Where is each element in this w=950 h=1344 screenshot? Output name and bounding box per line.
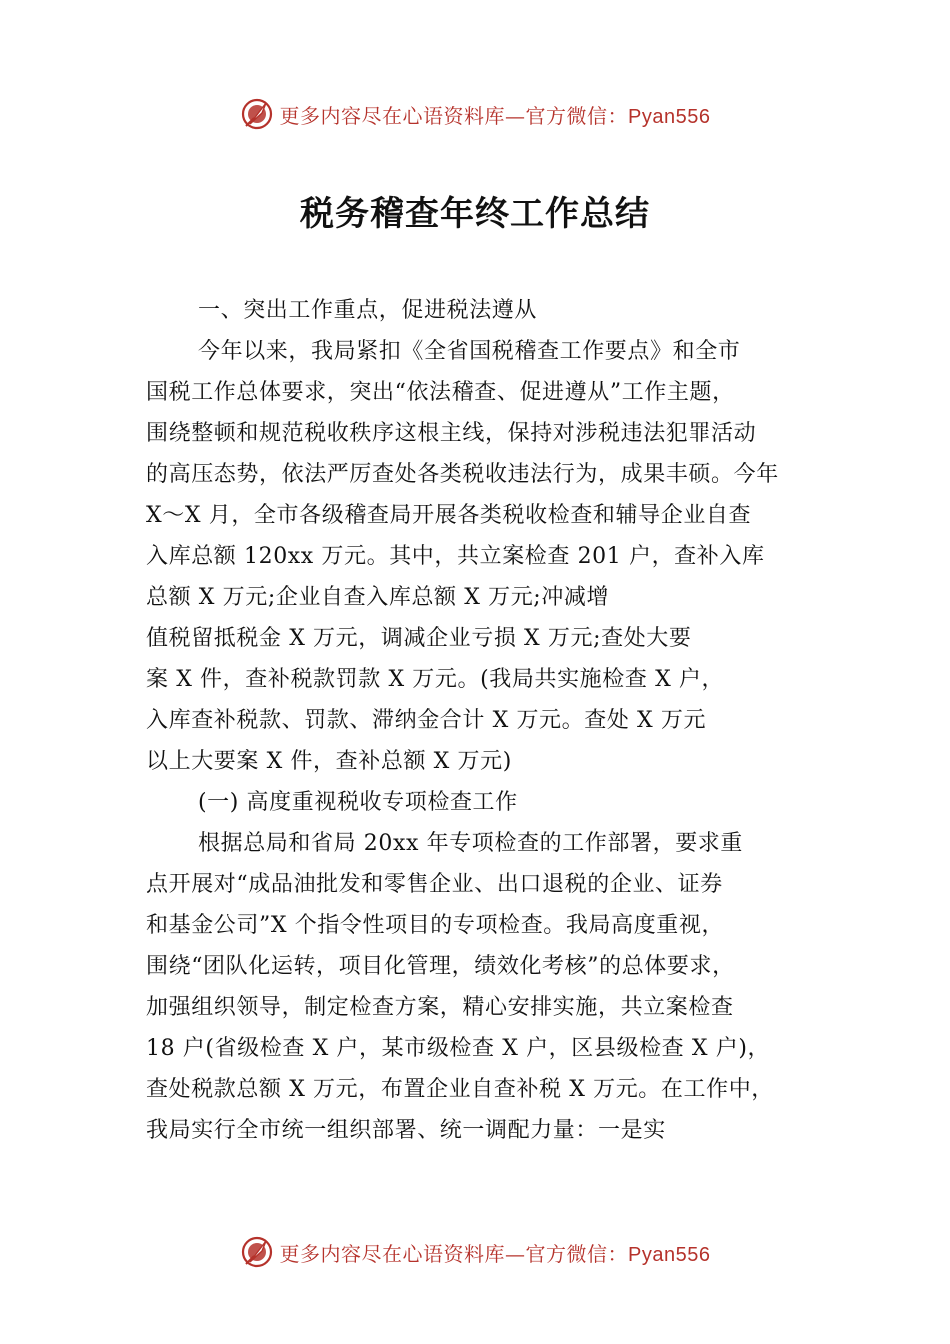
document-title: 税务稽查年终工作总结 xyxy=(300,194,650,234)
paragraph-line: 国税工作总体要求，突出“依法稽查、促进遵从”工作主题， xyxy=(146,380,735,405)
paragraph-line: 点开展对“成品油批发和零售企业、出口退税的企业、证券 xyxy=(146,872,723,897)
footer-banner xyxy=(0,1232,950,1272)
paragraph-line: X～X 月，全市各级稽查局开展各类税收检查和辅导企业自查 xyxy=(146,503,752,528)
paragraph-line: 查处税款总额 X 万元，布置企业自查补税 X 万元。在工作中， xyxy=(146,1077,774,1102)
banner-slogan: 更多内容尽在心语资料库—官方微信： xyxy=(279,1241,629,1266)
banner-slogan: 更多内容尽在心语资料库—官方微信： xyxy=(279,103,629,128)
banner-text xyxy=(280,100,711,129)
paragraph-line: 案 X 件，查补税款罚款 X 万元。(我局共实施检查 X 户， xyxy=(146,667,725,692)
feather-quill-logo-icon xyxy=(240,1235,274,1269)
paragraph-line: 围绕“团队化运转，项目化管理，绩效化考核”的总体要求， xyxy=(146,954,735,979)
banner-text xyxy=(280,1238,711,1267)
document-body xyxy=(146,290,836,1151)
paragraph-line: 根据总局和省局 20xx 年专项检查的工作部署，要求重 xyxy=(198,831,743,856)
subsection-heading: (一) 高度重视税收专项检查工作 xyxy=(198,790,518,815)
paragraph-line: 的高压态势，依法严厉查处各类税收违法行为，成果丰硕。今年 xyxy=(146,462,779,487)
paragraph-line: 我局实行全市统一组织部署、统一调配力量：一是实 xyxy=(146,1118,666,1143)
paragraph-line: 值税留抵税金 X 万元，调减企业亏损 X 万元;查处大要 xyxy=(146,626,692,651)
paragraph-line: 和基金公司”X 个指令性项目的专项检查。我局高度重视， xyxy=(146,913,725,938)
paragraph-line: 今年以来，我局紧扣《全省国税稽查工作要点》和全市 xyxy=(198,339,741,364)
paragraph-line: 入库查补税款、罚款、滞纳金合计 X 万元。查处 X 万元 xyxy=(146,708,707,733)
feather-quill-logo-icon xyxy=(240,97,274,131)
paragraph-line: 总额 X 万元;企业自查入库总额 X 万元;冲减增 xyxy=(146,585,610,610)
wechat-id: Pyan556 xyxy=(628,1243,711,1266)
paragraph-line: 围绕整顿和规范税收秩序这根主线，保持对涉税违法犯罪活动 xyxy=(146,421,757,446)
paragraph-line: 入库总额 120xx 万元。其中，共立案检查 201 户，查补入库 xyxy=(146,544,765,569)
header-banner xyxy=(0,94,950,134)
paragraph-line: 以上大要案 X 件，查补总额 X 万元) xyxy=(146,749,512,774)
wechat-id: Pyan556 xyxy=(628,105,711,128)
paragraph-line: 加强组织领导，制定检查方案，精心安排实施，共立案检查 xyxy=(146,995,734,1020)
paragraph-line: 18 户(省级检查 X 户，某市级检查 X 户，区县级检查 X 户)， xyxy=(146,1036,771,1061)
section-heading: 一、突出工作重点，促进税法遵从 xyxy=(198,298,538,323)
